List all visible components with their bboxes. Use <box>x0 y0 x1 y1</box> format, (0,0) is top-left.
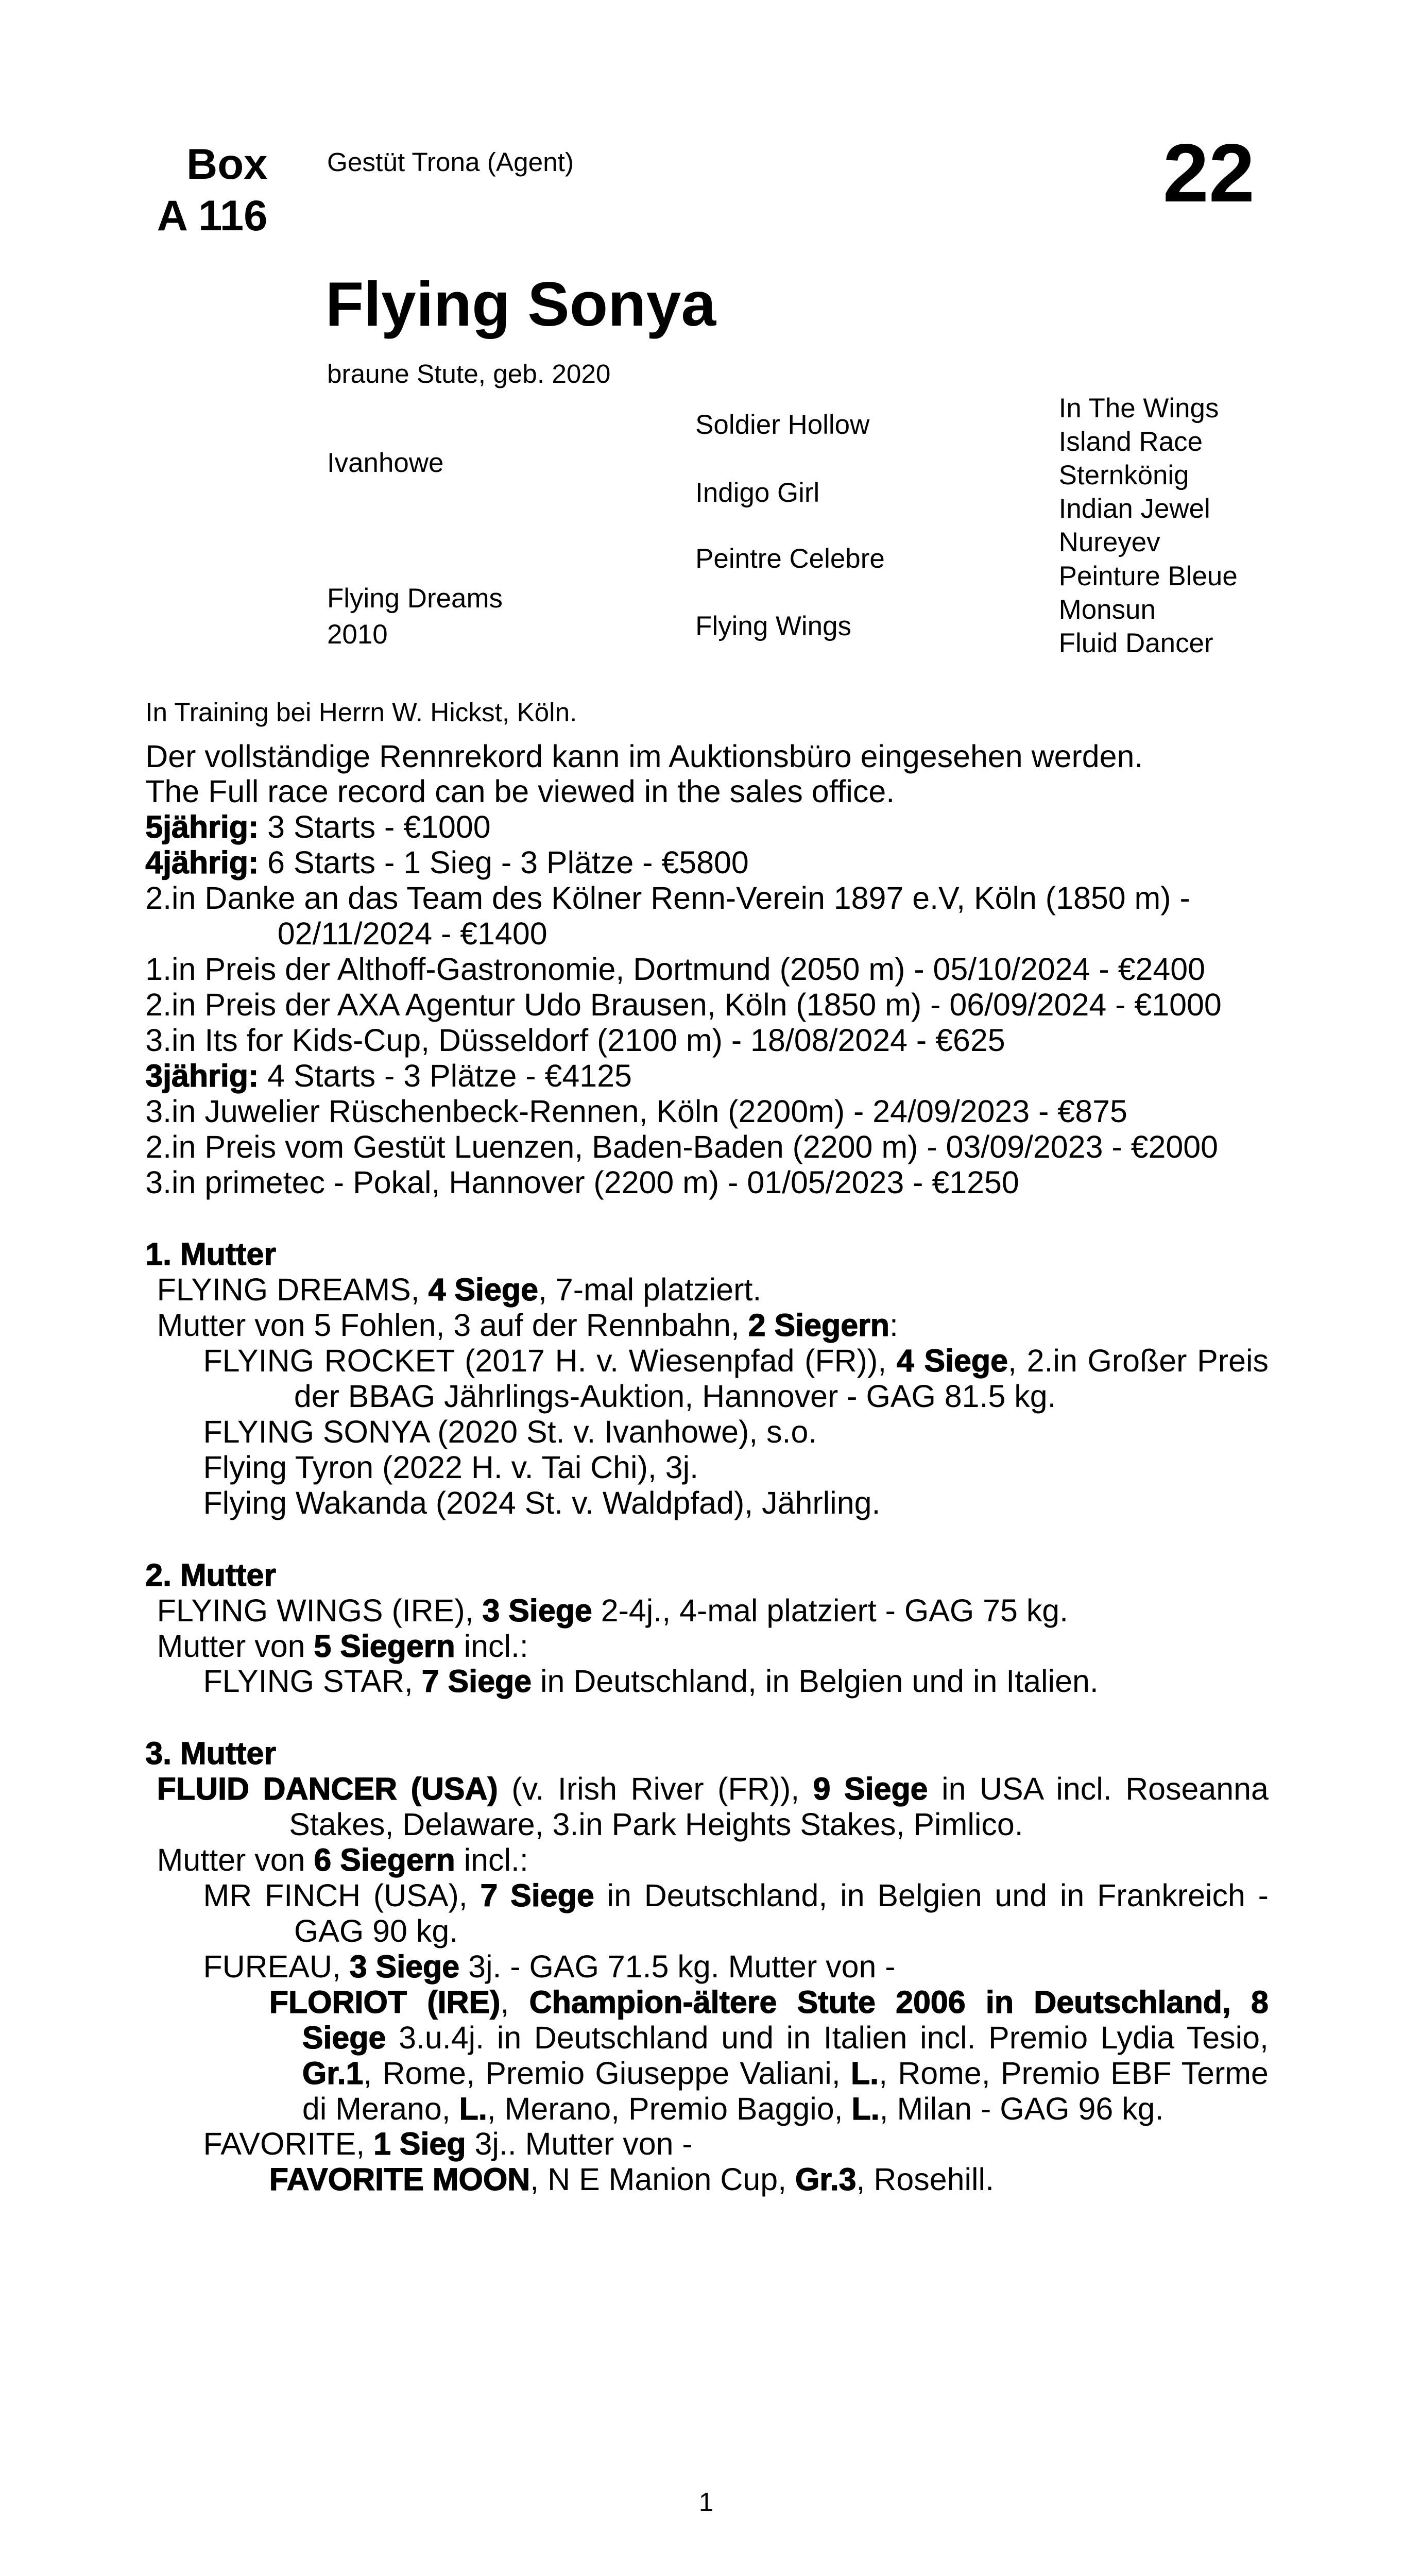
bold-text: 5jährig: <box>145 809 259 845</box>
text-line <box>145 2126 1269 2162</box>
text-line <box>145 952 1269 987</box>
race-record <box>145 809 1269 1200</box>
text-line <box>145 1343 1269 1414</box>
text-segment: Mutter von <box>157 1842 314 1877</box>
bold-text: L. <box>850 2055 879 2091</box>
bold-text: 1 Sieg <box>373 2126 466 2162</box>
bold-text: 2 Siegern <box>748 1308 890 1343</box>
horse-name: Flying Sonya <box>325 268 716 339</box>
pedigree-gen2: Flying Wings <box>695 611 851 642</box>
bold-text: Gr.3 <box>795 2162 857 2197</box>
record-note-en: The Full race record can be viewed in the sales office. <box>145 774 895 809</box>
box-number: A 116 <box>157 191 268 240</box>
text-segment: 4 Starts - 3 Plätze - €4125 <box>259 1058 632 1094</box>
dam-section <box>145 1557 1269 1700</box>
pedigree-gen3-item: Indian Jewel <box>1058 494 1210 524</box>
text-line <box>145 1842 1269 1878</box>
dam-section-title: 3. Mutter <box>145 1735 277 1771</box>
pedigree-gen2: Indigo Girl <box>695 477 820 508</box>
text-segment: : <box>889 1308 898 1343</box>
bold-text: 6 Siegern <box>314 1842 455 1877</box>
text-segment: in USA incl. Roseanna Stakes, Delaware, 3.in Park Heights Stakes, Pimlico. <box>289 1771 1269 1842</box>
text-segment: 6 Starts - 1 Sieg - 3 Plätze - €5800 <box>259 845 749 880</box>
page-number: 1 <box>698 2487 714 2517</box>
text-segment: FUREAU, <box>203 1948 350 1984</box>
text-line <box>145 1593 1269 1629</box>
text-segment: 2.in Danke an das Team des Kölner Renn-Verein 1897 e.V, Köln (1850 m) - 02/11/2024 - €1400 <box>145 880 1190 952</box>
bold-text: Gr.1 <box>302 2055 364 2091</box>
text-segment: FLYING ROCKET (2017 H. v. Wiesenpfad (FR)), <box>203 1343 897 1379</box>
pedigree-gen3-item: Fluid Dancer <box>1058 628 1213 658</box>
text-line <box>145 1878 1269 1949</box>
text-segment: MR FINCH (USA), <box>203 1877 481 1913</box>
text-segment: Flying Wakanda (2024 St. v. Waldpfad), Jährling. <box>203 1485 881 1521</box>
training-info: In Training bei Herrn W. Hickst, Köln. <box>145 698 577 727</box>
text-line <box>145 1165 1269 1200</box>
bold-text: 3jährig: <box>145 1058 259 1094</box>
text-line <box>145 1985 1269 2127</box>
text-segment: 3j. - GAG 71.5 kg. Mutter von - <box>459 1948 896 1984</box>
text-line <box>145 1629 1269 1664</box>
text-line <box>145 1949 1269 1985</box>
text-segment: , Rome, Premio EBF Terme di Merano, <box>302 2055 1269 2126</box>
text-segment: , N E Manion Cup, <box>530 2162 795 2197</box>
dam-section-title: 1. Mutter <box>145 1236 277 1272</box>
text-line <box>145 880 1269 952</box>
text-segment: FLYING DREAMS, <box>157 1272 429 1308</box>
dam-section <box>145 1736 1269 2197</box>
bold-text: 3 Siege <box>349 1948 460 1984</box>
text-segment: 2.in Preis der AXA Agentur Udo Brausen, Köln (1850 m) - 06/09/2024 - €1000 <box>145 987 1222 1023</box>
pedigree-gen3-item: Peinture Bleue <box>1058 561 1238 591</box>
text-segment: 3.u.4j. in Deutschland und in Italien incl. Premio Lydia Tesio, <box>386 2020 1269 2055</box>
text-line <box>145 1308 1269 1343</box>
pedigree-gen3-item: Nureyev <box>1058 527 1160 558</box>
bold-text: FLUID DANCER (USA) <box>157 1771 498 1806</box>
text-segment: , Rosehill. <box>856 2162 995 2197</box>
dam-lines <box>145 1236 1269 2197</box>
pedigree-gen2: Soldier Hollow <box>695 410 870 440</box>
dam-section <box>145 1236 1269 1521</box>
bold-text: 7 Siege <box>421 1664 532 1699</box>
record-note-de: Der vollständige Rennrekord kann im Auktionsbüro eingesehen werden. <box>145 738 1143 774</box>
pedigree-gen3-item: Monsun <box>1058 594 1156 625</box>
text-segment: 1.in Preis der Althoff-Gastronomie, Dortmund (2050 m) - 05/10/2024 - €2400 <box>145 952 1205 987</box>
text-line <box>145 2162 1269 2197</box>
text-segment: incl.: <box>455 1842 528 1877</box>
pedigree-gen3 <box>1059 392 1238 660</box>
text-segment: Flying Tyron (2022 H. v. Tai Chi), 3j. <box>203 1450 699 1485</box>
text-segment: , Rome, Premio Giuseppe Valiani, <box>363 2055 851 2091</box>
pedigree-gen3-item: Island Race <box>1058 427 1203 457</box>
text-segment: 3.in primetec - Pokal, Hannover (2200 m) - 01/05/2023 - €1250 <box>145 1164 1019 1200</box>
text-line <box>145 1094 1269 1129</box>
text-segment: , 7-mal platziert. <box>538 1272 762 1308</box>
text-line <box>145 1771 1269 1842</box>
text-line <box>145 1058 1269 1094</box>
text-line <box>145 1485 1269 1521</box>
text-segment: in Deutschland, in Belgien und in Italien. <box>532 1664 1099 1699</box>
bold-text: 9 Siege <box>813 1771 928 1806</box>
text-segment: in Deutschland, in Belgien und in Frankreich - GAG 90 kg. <box>294 1877 1269 1948</box>
dam-section-title: 2. Mutter <box>145 1557 277 1592</box>
text-segment: , Milan - GAG 96 kg. <box>879 2091 1164 2126</box>
pedigree-gen3-item: Sternkönig <box>1058 460 1189 491</box>
bold-text: 3 Siege <box>482 1592 592 1628</box>
text-segment: 3.in Juwelier Rüschenbeck-Rennen, Köln (2200m) - 24/09/2023 - €875 <box>145 1094 1127 1129</box>
main-text <box>145 739 1269 2198</box>
pedigree-dam-year: 2010 <box>327 619 388 650</box>
bold-text: FLORIOT (IRE) <box>269 1984 501 2020</box>
text-line <box>145 1272 1269 1308</box>
text-segment: , <box>500 1984 529 2020</box>
bold-text: 4 Siege <box>896 1343 1008 1379</box>
text-segment: FAVORITE, <box>203 2126 374 2162</box>
box-label <box>145 139 267 241</box>
text-line <box>145 1414 1269 1450</box>
text-segment: (v. Irish River (FR)), <box>498 1771 813 1806</box>
text-segment: 3.in Its for Kids-Cup, Düsseldorf (2100 m) - 18/08/2024 - €625 <box>145 1023 1005 1058</box>
bold-text: 5 Siegern <box>314 1628 455 1664</box>
text-line <box>145 845 1269 880</box>
consignor: Gestüt Trona (Agent) <box>327 147 574 177</box>
bold-text: L. <box>851 2091 880 2126</box>
text-line <box>145 1129 1269 1165</box>
text-line <box>145 1023 1269 1058</box>
pedigree-sire: Ivanhowe <box>327 447 444 478</box>
text-segment: 3 Starts - €1000 <box>259 809 491 845</box>
text-segment: FLYING SONYA (2020 St. v. Ivanhowe), s.o. <box>203 1414 817 1450</box>
horse-description: braune Stute, geb. 2020 <box>327 359 611 388</box>
pedigree-gen2: Peintre Celebre <box>695 543 885 574</box>
text-segment: 2-4j., 4-mal platziert - GAG 75 kg. <box>592 1592 1069 1628</box>
box-word: Box <box>186 140 268 189</box>
text-line <box>145 809 1269 845</box>
text-segment: , 2.in Großer Preis der BBAG Jährlings-Auktion, Hannover - GAG 81.5 kg. <box>294 1343 1269 1414</box>
text-line <box>145 1664 1269 1699</box>
bold-text: 4jährig: <box>145 845 259 880</box>
pedigree-gen3-item: In The Wings <box>1058 393 1219 424</box>
bold-text: FAVORITE MOON <box>269 2162 530 2197</box>
text-line <box>145 1450 1269 1485</box>
text-segment: 2.in Preis vom Gestüt Luenzen, Baden-Baden (2200 m) - 03/09/2023 - €2000 <box>145 1129 1218 1164</box>
bold-text: L. <box>459 2091 487 2126</box>
text-segment: Mutter von 5 Fohlen, 3 auf der Rennbahn, <box>157 1308 748 1343</box>
text-segment: 3j.. Mutter von - <box>466 2126 693 2162</box>
text-segment: Mutter von <box>157 1628 314 1664</box>
text-segment: FLYING WINGS (IRE), <box>157 1592 483 1628</box>
text-segment: , Merano, Premio Baggio, <box>487 2091 852 2126</box>
bold-text: 7 Siege <box>480 1877 594 1913</box>
text-segment: incl.: <box>455 1628 528 1664</box>
pedigree-dam: Flying Dreams <box>327 583 503 614</box>
text-segment: FLYING STAR, <box>203 1664 422 1699</box>
text-line <box>145 987 1269 1023</box>
lot-number: 22 <box>1162 126 1255 219</box>
bold-text: 4 Siege <box>428 1272 538 1308</box>
bold-text: Champion-ältere Stute 2006 in Deutschland, 8 Siege <box>302 1984 1269 2055</box>
